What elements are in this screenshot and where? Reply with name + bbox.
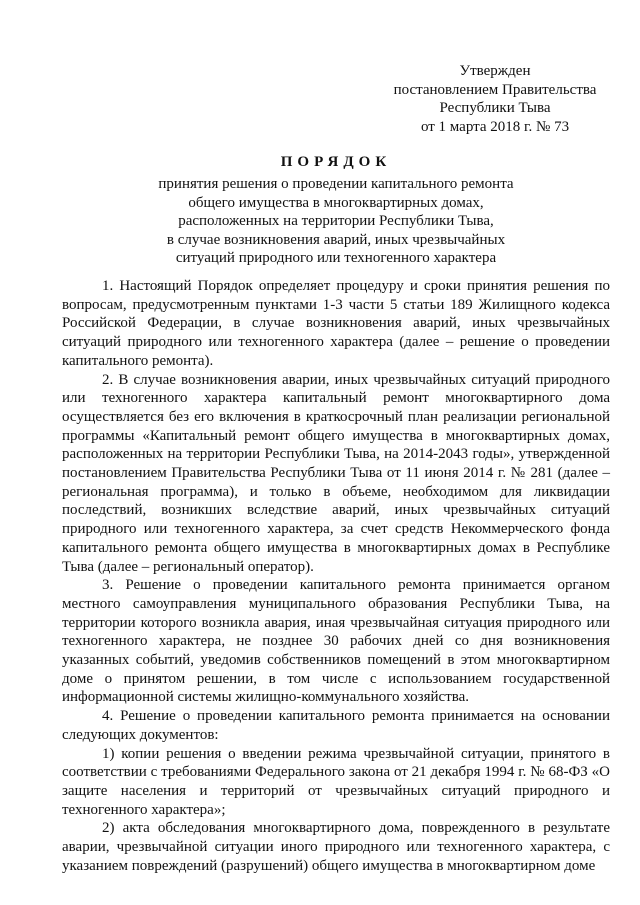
document-subtitle <box>62 175 610 268</box>
paragraph-1: 1. Настоящий Порядок определяет процедуру и сроки принятия решения по вопросам, предусмотренным пунктами 1-3 части 5 статьи 189 Жилищного кодекса Российской Федерации, в случае возникновения аварий, иных чрезвычайных ситуаций природного или техногенного характера (далее – решение о проведении капитального ремонта). <box>62 278 610 369</box>
subtitle-line: в случае возникновения аварий, иных чрезвычайных <box>166 231 506 248</box>
paragraph-4-item-1: 1) копии решения о введении режима чрезвычайной ситуации, принятого в соответствии с требованиями Федерального закона от 21 декабря 1994 г. № 68-ФЗ «О защите населения и территорий от чрезвычайных ситуаций природного и техногенного характера»; <box>62 745 610 818</box>
paragraph-2: 2. В случае возникновения аварии, иных чрезвычайных ситуаций природного или техногенного характера капитальный ремонт многоквартирного дома осуществляется без его включения в краткосрочный план реализации региональной программы «Капитальный ремонт общего имущества в многоквартирных домах, расположенных на территории Республики Тыва, на 2014-2043 годы», утвержденной постановлением Правительства Республики Тыва от 11 июня 2014 г. № 281 (далее –региональная программа), и только в объеме, необходимом для ликвидации последствий, возникших вследствие аварий, иных чрезвычайных ситуаций природного или техногенного характера, за счет средств Некоммерческого фонда капитального ремонта общего имущества в многоквартирных домах в Республике Тыва (далее – региональный оператор). <box>62 371 610 575</box>
subtitle-line: принятия решения о проведении капитального ремонта <box>158 176 514 192</box>
document-body <box>62 277 610 876</box>
approval-line: Республики Тыва <box>439 100 551 116</box>
approval-block <box>380 62 610 136</box>
paragraph-4-item-2: 2) акта обследования многоквартирного дома, поврежденного в результате аварии, чрезвычайной ситуации иного природного или техногенного характера, с указанием повреждений (разрушений) общего имущества в многоквартирном доме <box>62 820 610 874</box>
document-title: ПОРЯДОК <box>280 154 392 170</box>
approval-line: постановлением Правительства <box>393 81 597 98</box>
subtitle-line: расположенных на территории Республики Тыва, <box>178 213 494 229</box>
subtitle-line: ситуаций природного или техногенного характера <box>175 250 497 266</box>
subtitle-line: общего имущества в многоквартирных домах, <box>188 194 484 211</box>
approval-line: от 1 марта 2018 г. № 73 <box>420 118 570 135</box>
approval-line: Утвержден <box>459 63 531 79</box>
paragraph-4: 4. Решение о проведении капитального ремонта принимается на основании следующих документов: <box>62 708 610 743</box>
paragraph-3: 3. Решение о проведении капитального ремонта принимается органом местного самоуправления муниципального образования Республики Тыва, на территории которого возникла авария, иная чрезвычайная ситуация природного или техногенного характера, не позднее 30 рабочих дней со дня возникновения указанных событий, уведомив собственников помещений в этом многоквартирном доме о принятом решении, в том числе с использованием государственной информационной системы жилищно-коммунального хозяйства. <box>62 577 610 706</box>
